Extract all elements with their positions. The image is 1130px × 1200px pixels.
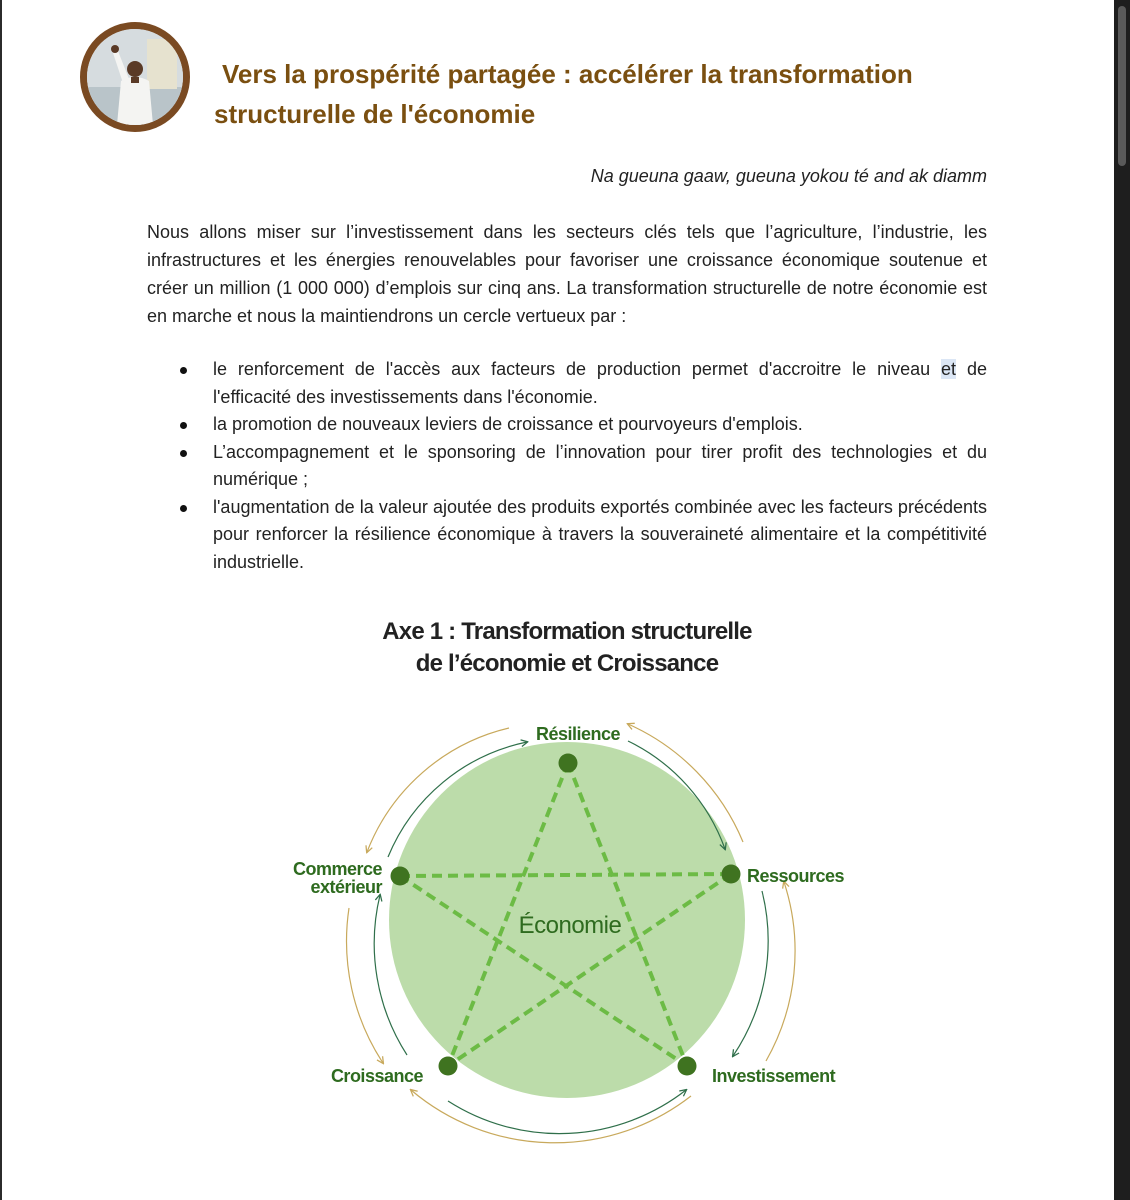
scrollbar-thumb[interactable] bbox=[1118, 6, 1126, 166]
document-page bbox=[2, 0, 1114, 1200]
node-commerce bbox=[391, 867, 410, 886]
center-label: Économie bbox=[518, 912, 622, 939]
bullet-text-4: l'augmentation de la valeur ajoutée des produits exportés combinée avec les facteurs précédents pour renforcer la résilience économique à travers la souveraineté alimentaire et la compétitivité industrielle. bbox=[213, 496, 987, 572]
vertical-scrollbar[interactable] bbox=[1114, 0, 1130, 1200]
cycle-arrow-outer bbox=[766, 882, 795, 1061]
cycle-arrow-outer bbox=[411, 1090, 691, 1143]
bullet-text-3: L’accompagnement et le sponsoring de l’innovation pour tirer profit des technologies et du numérique ; bbox=[213, 441, 987, 489]
node-resilience bbox=[559, 754, 578, 773]
node-croissance bbox=[439, 1057, 458, 1076]
label-resilience: Résilience bbox=[535, 724, 621, 744]
node-investissement bbox=[678, 1057, 697, 1076]
label-investissement: Investissement bbox=[712, 1066, 836, 1086]
label-commerce-line2: extérieur bbox=[310, 877, 382, 897]
label-ressources: Ressources bbox=[747, 866, 845, 886]
title-line-1: Vers la prospérité partagée : accélérer la transformation bbox=[222, 59, 913, 89]
diagram-title-line-2: de l’économie et Croissance bbox=[415, 650, 719, 677]
epigraph-quote: Na gueuna gaaw, gueuna yokou té and ak diamm bbox=[590, 166, 987, 186]
bullet-text-1b: de l'efficacité des investissements dans l'économie. bbox=[213, 359, 987, 407]
diagram-title-line-1: Axe 1 : Transformation structurelle bbox=[382, 618, 752, 645]
cycle-diagram bbox=[2, 0, 1114, 1200]
label-croissance: Croissance bbox=[330, 1066, 423, 1086]
title-line-2: structurelle de l'économie bbox=[214, 99, 536, 129]
bullet-text-2: la promotion de nouveaux leviers de croissance et pourvoyeurs d'emplois. bbox=[213, 414, 803, 434]
text-selection-highlight: et bbox=[941, 359, 957, 379]
bullet-text-1a: le renforcement de l'accès aux facteurs de production permet d'accroitre le niveau bbox=[213, 359, 942, 379]
star-line bbox=[400, 874, 731, 876]
intro-paragraph: Nous allons miser sur l’investissement dans les secteurs clés tels que l’agriculture, l’industrie, les infrastructures et les énergies renouvelables pour favoriser une croissance économique soutenue et créer un million (1 000 000) d’emplois sur cinq ans. La transformation structurelle de notre économie est en marche et nous la maintiendrons un cercle vertueux par : bbox=[147, 222, 987, 326]
cycle-arrow-outer bbox=[347, 908, 383, 1063]
label-commerce-line1: Commerce bbox=[292, 859, 382, 879]
node-ressources bbox=[722, 865, 741, 884]
